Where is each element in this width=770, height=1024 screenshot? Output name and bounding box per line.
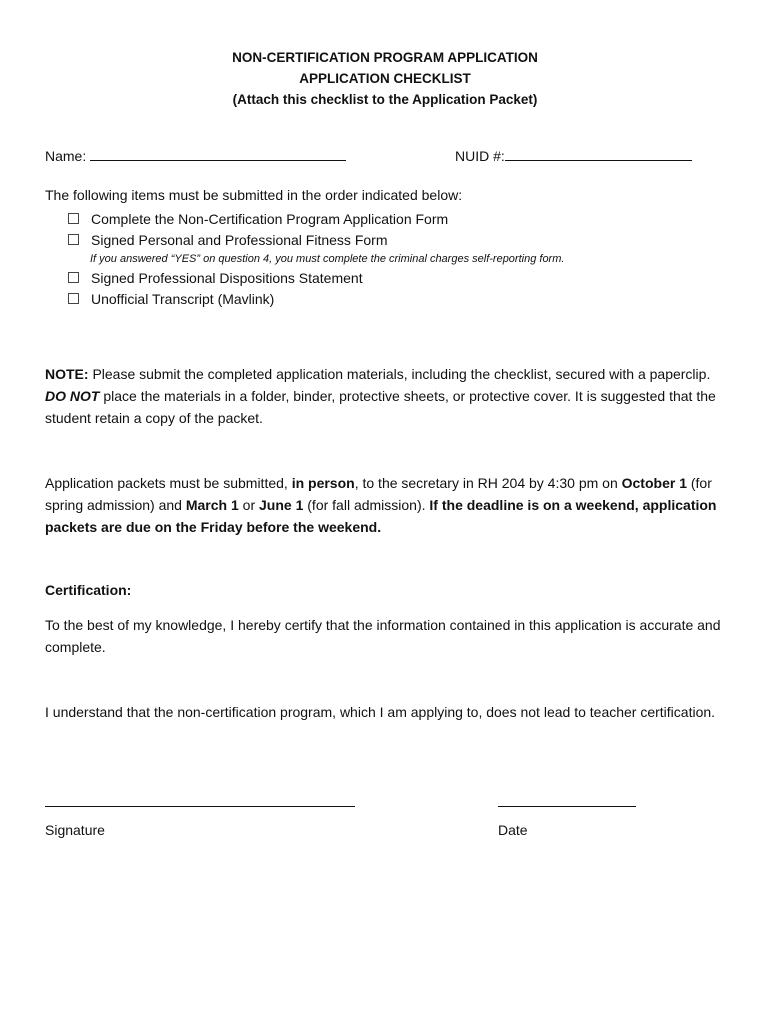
date-line[interactable] <box>498 806 636 807</box>
header-instruction: (Attach this checklist to the Application Packet) <box>232 92 538 107</box>
list-item[interactable] <box>68 289 564 310</box>
list-item-label: Complete the Non-Certification Program Application Form <box>91 211 449 227</box>
signature-label: Signature <box>45 822 105 838</box>
checklist-item-note: If you answered “YES” on question 4, you must complete the criminal charges self-reporting form. <box>90 253 565 265</box>
document-header <box>0 47 770 110</box>
header-title: NON-CERTIFICATION PROGRAM APPLICATION <box>232 50 538 65</box>
checklist-intro: The following items must be submitted in the order indicated below: <box>45 187 463 203</box>
name-label: Name: <box>45 148 87 164</box>
checkbox[interactable] <box>68 234 79 245</box>
nuid-blank-line[interactable] <box>505 146 692 161</box>
deadline-text: or <box>238 497 260 513</box>
certification-heading: Certification: <box>45 582 132 598</box>
note-text-2: place the materials in a folder, binder, protective sheets, or protective cover. It is suggested that the student retain a copy of the packet. <box>45 388 716 426</box>
deadline-emphasis: in person <box>291 475 355 491</box>
checkbox[interactable] <box>68 213 79 224</box>
note-text-1: Please submit the completed application materials, including the checklist, secured with a paperclip. <box>88 366 711 382</box>
signature-line[interactable] <box>45 806 355 807</box>
deadline-date: March 1 <box>185 497 239 513</box>
list-item[interactable] <box>68 268 564 289</box>
date-label: Date <box>498 822 528 838</box>
deadline-paragraph <box>45 472 725 538</box>
list-item-label: Unofficial Transcript (Mavlink) <box>91 291 275 307</box>
deadline-text: , to the secretary in RH 204 by 4:30 pm on <box>354 475 622 491</box>
list-item-label: Signed Professional Dispositions Statement <box>91 270 363 286</box>
deadline-text: (for spring admission) and <box>45 475 712 513</box>
nuid-label: NUID #: <box>455 148 505 164</box>
name-field[interactable] <box>45 146 346 164</box>
list-item-label: Signed Personal and Professional Fitness Form <box>91 232 388 248</box>
list-item[interactable] <box>68 230 564 251</box>
checkbox[interactable] <box>68 293 79 304</box>
note-paragraph <box>45 363 725 429</box>
deadline-weekend-rule: If the deadline is on a weekend, application packets are due on the Friday before the weekend. <box>45 497 717 535</box>
note-do-not: DO NOT <box>45 388 100 404</box>
checkbox[interactable] <box>68 272 79 283</box>
deadline-text: Application packets must be submitted, <box>45 475 292 491</box>
nuid-field[interactable] <box>455 146 692 164</box>
name-blank-line[interactable] <box>90 146 346 161</box>
certification-statement: To the best of my knowledge, I hereby certify that the information contained in this application is accurate and complete. <box>45 617 721 655</box>
list-item[interactable] <box>68 209 564 230</box>
header-subtitle: APPLICATION CHECKLIST <box>299 71 471 86</box>
deadline-text: (for fall admission). <box>303 497 430 513</box>
checklist <box>68 209 564 310</box>
understanding-statement: I understand that the non-certification program, which I am applying to, does not lead to teacher certification. <box>45 704 716 720</box>
deadline-date: June 1 <box>259 497 304 513</box>
note-label: NOTE: <box>45 366 89 382</box>
deadline-date: October 1 <box>621 475 687 491</box>
